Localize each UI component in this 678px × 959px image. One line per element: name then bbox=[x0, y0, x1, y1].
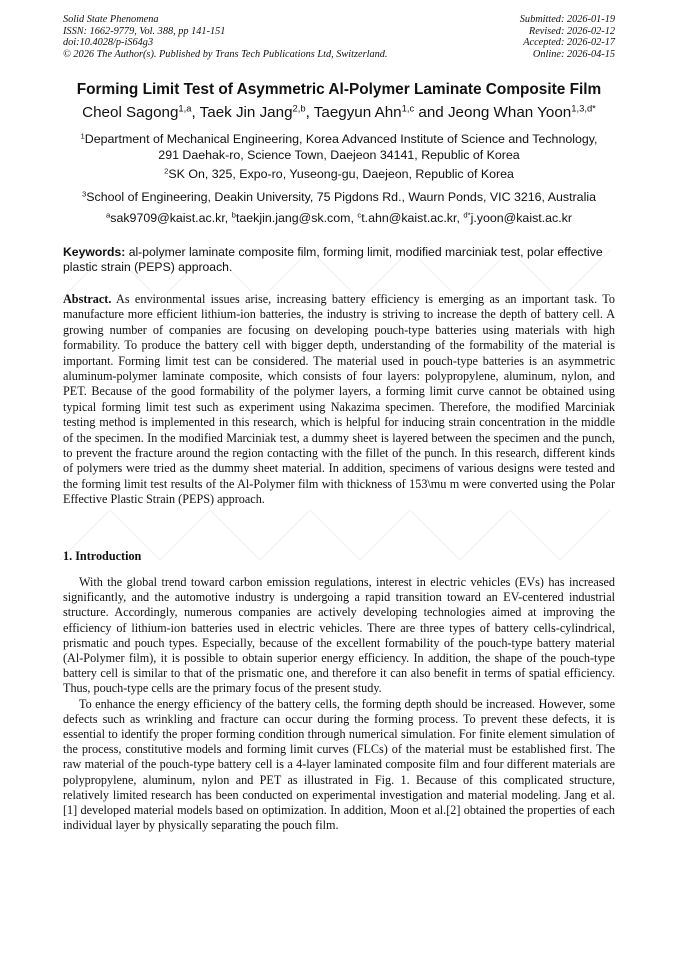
dates-info bbox=[520, 14, 615, 60]
affiliation-2: $^2$SK On, 325, Expo-ro, Yuseong-gu, Daejeon, Republic of Korea bbox=[164, 166, 514, 181]
introduction-body bbox=[63, 575, 615, 833]
author: Jeong Whan Yoon$^{1,3,d*}$ bbox=[447, 102, 596, 121]
affiliation-1: $^1$Department of Mechanical Engineering, Korea Advanced Institute of Science and Technology, 291 Daehak-ro, Science Town, Daejeon 34141, Republic of Korea bbox=[80, 131, 598, 162]
copyright-line: © 2026 The Author(s). Published by Trans Tech Publications Ltd, Switzerland. bbox=[63, 48, 388, 60]
author: Taegyun Ahn$^{1,c}$ and bbox=[313, 102, 448, 121]
email-link[interactable]: $^a$sak9709@kaist.ac.kr bbox=[105, 210, 225, 225]
author-emails: $^a$sak9709@kaist.ac.kr, $^b$taekjin.jang@sk.com, $^c$t.ahn@kaist.ac.kr, $^{d*}$j.yoon@kaist.ac.kr bbox=[105, 210, 573, 225]
abstract bbox=[63, 292, 615, 508]
revised-date: Revised: 2026-02-12 bbox=[528, 25, 615, 37]
keywords-label: Keywords: bbox=[63, 245, 126, 259]
email-link[interactable]: $^c$t.ahn@kaist.ac.kr bbox=[357, 210, 457, 225]
journal-name: Solid State Phenomena bbox=[63, 14, 159, 25]
submitted-date: Submitted: 2026-01-19 bbox=[519, 14, 615, 25]
issn-line: ISSN: 1662-9779, Vol. 388, pp 141-151 bbox=[63, 25, 226, 37]
abstract-label: Abstract. bbox=[63, 292, 112, 306]
affiliation-3: $^3$School of Engineering, Deakin University, 75 Pigdons Rd., Waurn Ponds, VIC 3216, Australia bbox=[82, 189, 596, 204]
paragraph: To enhance the energy efficiency of the battery cells, the forming depth should be increased. However, some defects such as wrinkling and fracture can occur during the forming process. To prevent these defects, it is essential to identify the proper forming condition through numerical simulation. For finite element simulation of the process, constitutive models and forming limit curves (FLCs) of the material must be established first. The raw material of the pouch-type battery cell is a 4-layer laminated composite film and four different materials are polypropylene, aluminum, nylon and PET as illustrated in Fig. 1. Because of this complicated structure, relatively limited research has been conducted on experimental investigation and material modeling. Jang et al.[1] developed material models based on optimization. In addition, Moon et al.[2] obtained the properties of each individual layer by physically separating the pouch film. bbox=[63, 696, 615, 833]
author: Taek Jin Jang$^{2,b}$, bbox=[199, 102, 314, 121]
accepted-date: Accepted: 2026-02-17 bbox=[523, 37, 615, 49]
author-list bbox=[0, 104, 678, 121]
paragraph: With the global trend toward carbon emission regulations, interest in electric vehicles (EVs) has increased significantly, and the automotive industry is undergoing a rapid transition toward an EV-centered industrial structure. Accordingly, numerous companies are actively developing technologies aimed at improving the efficiency of lithium-ion batteries used in electric vehicles. There are three types of battery cells-cylindrical, prismatic and pouch types. Especially, because of the excellent formability of the pouch-type battery material (Al-Polymer film), it is possible to obtain superior energy efficiency. In addition, the shape of the pouch-type battery cell is similar to that of the prismatic one, and therefore it can also benefit in terms of spatial efficiency. Thus, pouch-type cells are the primary focus of the present study. bbox=[63, 575, 615, 696]
doi-line[interactable]: doi:10.4028/p-iS64g3 bbox=[63, 37, 154, 49]
keywords-text: al-polymer laminate composite film, forming limit, modified marciniak test, polar effective plastic strain (PEPS) approach. bbox=[63, 245, 603, 275]
author: Cheol Sagong$^{1,a}$, bbox=[82, 102, 200, 121]
journal-info bbox=[63, 14, 387, 60]
abstract-text: As environmental issues arise, increasing battery efficiency is emerging as an important task. To manufacture more efficient lithium-ion batteries, the industry is striving to increase the depth of battery cell. A growing number of companies are focusing on developing pouch-type batteries using materials with high formability. To produce the battery cell with bigger depth, understanding of the formability of the material is important. Forming limit test can be considered. The material used in pouch-type batteries is an asymmetric aluminum-polymer laminate composite, which consists of four layers: polypropylene, aluminum, nylon, and PET. Because of the good formability of the polymer layers, a forming limit curve cannot be obtained using typical forming limit test such as experiment using Nakazima specimen. Therefore, the modified Marciniak testing method is implemented in this research, which is helpful for inducing strain concentration in the middle of the specimen. In the modified Marciniak test, a dummy sheet is layered between the specimen and the punch, to prevent the fracture around the region contacting with the fillet of the punch. In this research, different kinds of polymers were tried as the dummy sheet material. In addition, specimens of various designs were tested and the forming limit test results of the Al-Polymer film with thickness of 153\mu m were converted using the Polar Effective Plastic Strain (PEPS) approach. bbox=[63, 292, 615, 507]
email-link[interactable]: $^b$taekjin.jang@sk.com bbox=[231, 210, 351, 225]
paper-title: Forming Limit Test of Asymmetric Al-Polymer Laminate Composite Film bbox=[76, 81, 602, 98]
email-link[interactable]: $^{d*}$j.yoon@kaist.ac.kr bbox=[463, 210, 573, 225]
online-date: Online: 2026-04-15 bbox=[532, 48, 615, 60]
section-heading-introduction: 1. Introduction bbox=[63, 549, 142, 563]
keywords bbox=[63, 245, 615, 276]
